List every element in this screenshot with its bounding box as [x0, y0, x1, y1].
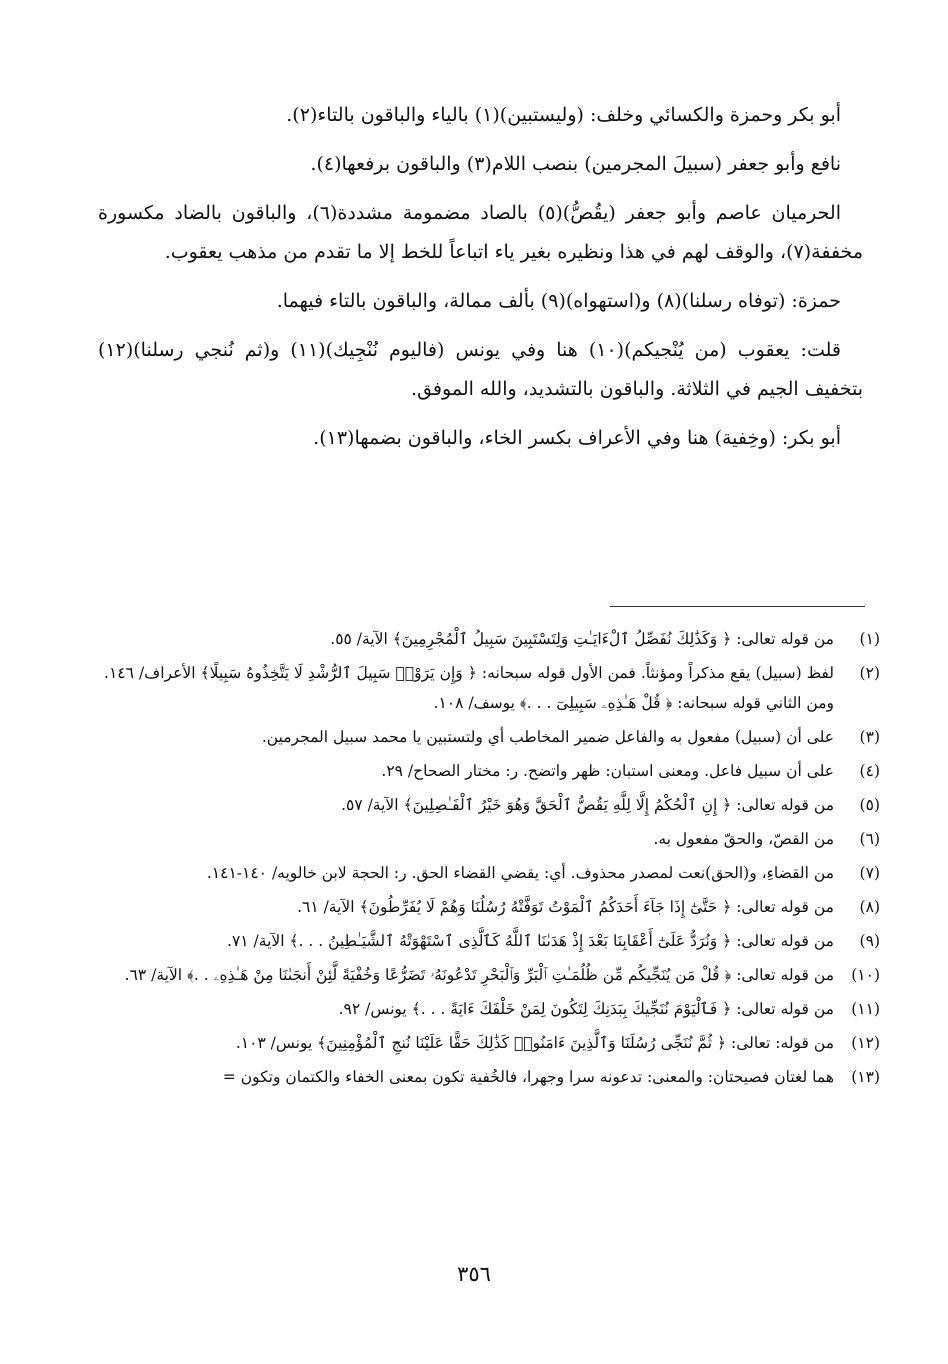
paragraph-1: أبو بكر وحمزة والكسائي وخلف: (وليستبين)(١) بالياء والباقون بالتاء(٢).: [286, 104, 841, 126]
footnote-13: [104, 1062, 880, 1092]
footnote-text: من قوله تعالى: ﴿ حَتَّىٰٓ إِذَا جَآءَ أَحَدَكُمُ ٱلْمَوْتُ تَوَفَّتْهُ رُسُلُنَا وَهُمْ لَا يُفَرِّطُونَ﴾ الآية/ ٦١.: [297, 898, 834, 916]
footnote-number: (١): [859, 630, 880, 648]
footnote-10: [104, 960, 880, 990]
footnote-6: [104, 824, 880, 854]
footnote-text: من قوله تعالى: ﴿ وَكَذَٰلِكَ نُفَصِّلُ ٱلْءَايَـٰتِ وَلِتَسْتَبِينَ سَبِيلُ ٱلْمُجْرِمِينَ﴾ الآية/ ٥٥.: [330, 630, 834, 648]
footnote-text: على أن سبيل فاعل. ومعنى استبان: ظهر واتضح. ر: مختار الصحاح/ ٢٩.: [381, 762, 834, 780]
footnote-text: من القصّ، والحقّ مفعول به.: [653, 830, 834, 848]
footnote-11: [104, 994, 880, 1024]
footnote-12: [104, 1028, 880, 1058]
footnotes: [104, 624, 880, 1096]
footnote-2: [104, 658, 880, 718]
footnote-7: [104, 858, 880, 888]
footnote-text: من قوله: تعالى: ﴿ ثُمَّ نُنَجِّى رُسُلَنَا وَٱلَّذِينَ ءَامَنُوا۟ كَذَٰلِكَ حَقًّا عَلَيْنَا نُنجِ ٱلْمُؤْمِنِينَ﴾ يونس/ ١٠٣.: [235, 1034, 834, 1052]
footnote-number: (١٣): [851, 1068, 880, 1086]
footnote-4: [104, 756, 880, 786]
paragraph-3: الحرميان عاصم وأبو جعفر (يقُصُّ)(٥) بالصاد مضمومة مشددة(٦)، والباقون بالضاد مكسورة مخففة(٧)، والوقف لهم في هذا ونظيره بغير ياء اتباعاً للخط إلا ما تقدم من مذهب يعقوب.: [98, 202, 863, 263]
footnote-text: من قوله تعالى: ﴿ فَٱلْيَوْمَ نُنَجِّيكَ بِبَدَنِكَ لِتَكُونَ لِمَنْ خَلْفَكَ ءَايَةً . . .﴾ يونس/ ٩٢.: [338, 1000, 834, 1018]
footnote-text: من قوله تعالى: ﴿ قُلْ مَن يُنَجِّيكُم مِّن ظُلُمَـٰتِ ٱلْبَرِّ وَٱلْبَحْرِ تَدْعُونَهُۥ تَضَرُّعًا وَخُفْيَةً لَّئِنْ أَنجَىٰنَا مِنْ هَـٰذِهِۦ . .﴾ الآية/ ٦٣.: [124, 966, 834, 984]
footnote-1: [104, 624, 880, 654]
footnote-5: [104, 790, 880, 820]
footnote-number: (٢): [859, 664, 880, 682]
paragraph-6: أبو بكر: (وخِفية) هنا وفي الأعراف بكسر الخاء، والباقون بضمها(١٣).: [313, 427, 841, 449]
footnote-number: (٣): [859, 728, 880, 746]
footnote-number: (٥): [859, 796, 880, 814]
footnote-number: (١٢): [851, 1034, 880, 1052]
footnote-number: (١١): [851, 1000, 880, 1018]
footnote-number: (١٠): [851, 966, 880, 984]
paragraph-5: قلت: يعقوب (من يُنْجيكم)(١٠) هنا وفي يونس (فاليوم نُنْجِيك)(١١) و(ثم نُنجي رسلنا)(١٢) بتخفيف الجيم في الثلاثة. والباقون بالتشديد، والله الموفق.: [98, 339, 863, 400]
footnote-3: [104, 722, 880, 752]
footnote-number: (٦): [859, 830, 880, 848]
footnote-number: (٨): [859, 898, 880, 916]
footnote-number: (٧): [859, 864, 880, 882]
footnote-number: (٤): [859, 762, 880, 780]
footnote-text: من القضاءِ، و(الحق)نعت لمصدر محذوف. أي: يقضي القضاء الحق. ر: الحجة لابن خالويه/ ١٤٠-١٤١.: [206, 864, 834, 882]
footnote-text: هما لغتان فصيحتان: والمعنى: تدعونه سرا وجهرا، فالخُفية تكون بمعنى الخفاء والكتمان وتكون =: [222, 1068, 834, 1086]
paragraph-2: نافع وأبو جعفر (سبيلَ المجرمين) بنصب اللام(٣) والباقون برفعها(٤).: [310, 153, 841, 175]
footnote-text: على أن (سبيل) مفعول به والفاعل ضمير المخاطب أي ولتستبين يا محمد سبيل المجرمين.: [261, 728, 834, 746]
footnote-9: [104, 926, 880, 956]
footnote-text: لفظ (سبيل) يقع مذكراً ومؤنثاً. فمن الأول قوله سبحانه: ﴿ وَإِن يَرَوْا۟ سَبِيلَ ٱلرُّشْدِ لَا يَتَّخِذُوهُ سَبِيلًا﴾ الأعراف/ ١٤٦. ومن الثاني قوله سبحانه: ﴿ قُلْ هَـٰذِهِۦ سَبِيلِىٓ . . .﴾ يوسف/ ١٠٨.: [104, 664, 834, 712]
main-text: [98, 96, 863, 468]
paragraph-4: حمزة: (توفاه رسلنا)(٨) و(استهواه)(٩) بألف ممالة، والباقون بالتاء فيهما.: [276, 290, 841, 312]
footnote-separator: [610, 606, 865, 607]
footnote-text: من قوله تعالى: ﴿ وَنُرَدُّ عَلَىٰٓ أَعْقَابِنَا بَعْدَ إِذْ هَدَىٰنَا ٱللَّهُ كَٱلَّذِى ٱسْتَهْوَتْهُ ٱلشَّيَـٰطِينُ . . .﴾ الآية/ ٧١.: [227, 932, 834, 950]
page-number: ٣٥٦: [457, 1262, 491, 1286]
footnote-text: من قوله تعالى: ﴿ إِنِ ٱلْحُكْمُ إِلَّا لِلَّهِ يَقُصُّ ٱلْحَقَّ وَهُوَ خَيْرُ ٱلْفَـٰصِلِينَ﴾ الآية/ ٥٧.: [341, 796, 834, 814]
footnote-8: [104, 892, 880, 922]
footnote-number: (٩): [859, 932, 880, 950]
